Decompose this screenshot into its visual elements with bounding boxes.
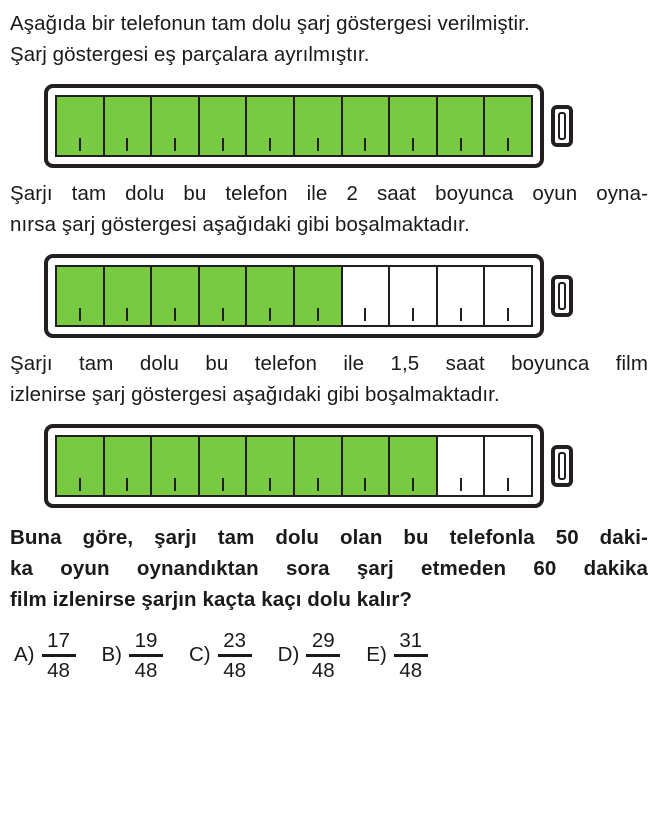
cell-tick-icon: [460, 478, 462, 491]
battery-cell: [485, 437, 531, 495]
full-battery-body: [44, 84, 544, 168]
battery-cell: [57, 437, 105, 495]
option-d-fraction: [306, 629, 340, 682]
intro-paragraph: [10, 8, 648, 70]
option-d-numerator: 29: [311, 629, 335, 652]
answer-options: [10, 629, 648, 682]
battery-cell: [390, 267, 438, 325]
game-battery-cells: [55, 265, 533, 327]
option-c[interactable]: [189, 629, 252, 682]
cell-tick-icon: [317, 308, 319, 321]
option-e-denominator: 48: [399, 658, 423, 682]
battery-cell: [438, 267, 486, 325]
full-battery: [44, 84, 648, 168]
battery-cell: [295, 437, 343, 495]
cell-tick-icon: [126, 308, 128, 321]
question-line-2: ka oyun oynandıktan sora şarj etmeden 60 dakika: [10, 557, 648, 580]
intro-line-1: Aşağıda bir telefonun tam dolu şarj göstergesi verilmiştir.: [10, 12, 530, 35]
option-c-denominator: 48: [223, 658, 247, 682]
game-paragraph: [10, 178, 648, 240]
battery-cell: [438, 97, 486, 155]
battery-cell: [343, 267, 391, 325]
option-e[interactable]: [366, 629, 428, 682]
cell-tick-icon: [460, 138, 462, 151]
game-line-1: Şarjı tam dolu bu telefon ile 2 saat boyunca oyun oyna-: [10, 182, 648, 205]
battery-cell: [200, 97, 248, 155]
battery-cap-icon: [551, 275, 573, 317]
battery-cell: [485, 97, 531, 155]
option-b[interactable]: [102, 629, 164, 682]
cell-tick-icon: [269, 478, 271, 491]
cell-tick-icon: [222, 308, 224, 321]
option-c-letter: C): [189, 643, 211, 666]
cell-tick-icon: [317, 138, 319, 151]
cell-tick-icon: [79, 138, 81, 151]
question-line-3: film izlenirse şarjın kaçta kaçı dolu kalır?: [10, 588, 413, 611]
intro-line-2: Şarj göstergesi eş parçalara ayrılmıştır.: [10, 43, 370, 66]
cell-tick-icon: [174, 478, 176, 491]
game-line-2: nırsa şarj göstergesi aşağıdaki gibi boşalmaktadır.: [10, 213, 470, 236]
battery-cell: [105, 267, 153, 325]
cell-tick-icon: [269, 138, 271, 151]
battery-cap-icon: [551, 105, 573, 147]
cell-tick-icon: [507, 308, 509, 321]
game-battery-body: [44, 254, 544, 338]
film-line-1: Şarjı tam dolu bu telefon ile 1,5 saat boyunca film: [10, 352, 648, 375]
battery-cell: [200, 437, 248, 495]
battery-cell: [485, 267, 531, 325]
battery-cell: [343, 97, 391, 155]
cell-tick-icon: [364, 478, 366, 491]
film-battery-cells: [55, 435, 533, 497]
option-d-letter: D): [277, 643, 300, 666]
battery-cell: [105, 97, 153, 155]
question-line-1: Buna göre, şarjı tam dolu olan bu telefonla 50 daki-: [10, 526, 648, 549]
battery-cell: [390, 97, 438, 155]
cell-tick-icon: [79, 308, 81, 321]
battery-cell: [295, 97, 343, 155]
fraction-bar: [129, 654, 163, 657]
option-e-numerator: 31: [399, 629, 423, 652]
option-a-numerator: 17: [47, 629, 70, 652]
cell-tick-icon: [126, 478, 128, 491]
cell-tick-icon: [174, 138, 176, 151]
fraction-bar: [394, 654, 428, 657]
cell-tick-icon: [222, 478, 224, 491]
film-battery-body: [44, 424, 544, 508]
cell-tick-icon: [269, 308, 271, 321]
battery-cell: [57, 267, 105, 325]
option-d-denominator: 48: [311, 658, 335, 682]
battery-cell: [247, 97, 295, 155]
battery-cell: [247, 267, 295, 325]
cell-tick-icon: [79, 478, 81, 491]
option-c-numerator: 23: [223, 629, 247, 652]
option-d[interactable]: [278, 629, 341, 682]
cell-tick-icon: [507, 138, 509, 151]
option-b-fraction: [129, 629, 163, 682]
cell-tick-icon: [222, 138, 224, 151]
cell-tick-icon: [364, 138, 366, 151]
option-a[interactable]: [14, 629, 76, 682]
battery-cell: [247, 437, 295, 495]
option-b-letter: B): [101, 643, 122, 666]
fraction-bar: [218, 654, 252, 657]
battery-cell: [152, 267, 200, 325]
option-a-fraction: [42, 629, 76, 682]
battery-cell: [390, 437, 438, 495]
battery-cell: [200, 267, 248, 325]
battery-cell: [152, 97, 200, 155]
option-e-fraction: [394, 629, 428, 682]
full-battery-cells: [55, 95, 533, 157]
film-line-2: izlenirse şarj göstergesi aşağıdaki gibi boşalmaktadır.: [10, 383, 500, 406]
cell-tick-icon: [364, 308, 366, 321]
option-b-denominator: 48: [134, 658, 158, 682]
battery-cell: [295, 267, 343, 325]
fraction-bar: [306, 654, 340, 657]
option-e-letter: E): [366, 643, 387, 666]
battery-cell: [343, 437, 391, 495]
fraction-bar: [42, 654, 76, 657]
option-b-numerator: 19: [134, 629, 158, 652]
cell-tick-icon: [507, 478, 509, 491]
option-a-denominator: 48: [47, 658, 70, 682]
cell-tick-icon: [317, 478, 319, 491]
battery-cell: [57, 97, 105, 155]
battery-cell: [152, 437, 200, 495]
option-a-letter: A): [14, 643, 35, 666]
cell-tick-icon: [412, 308, 414, 321]
game-battery: [44, 254, 648, 338]
battery-cell: [105, 437, 153, 495]
battery-cell: [438, 437, 486, 495]
cell-tick-icon: [174, 308, 176, 321]
film-paragraph: [10, 348, 648, 410]
film-battery: [44, 424, 648, 508]
option-c-fraction: [218, 629, 252, 682]
cell-tick-icon: [412, 138, 414, 151]
cell-tick-icon: [412, 478, 414, 491]
battery-cap-icon: [551, 445, 573, 487]
cell-tick-icon: [126, 138, 128, 151]
cell-tick-icon: [460, 308, 462, 321]
question-text: [10, 522, 648, 615]
